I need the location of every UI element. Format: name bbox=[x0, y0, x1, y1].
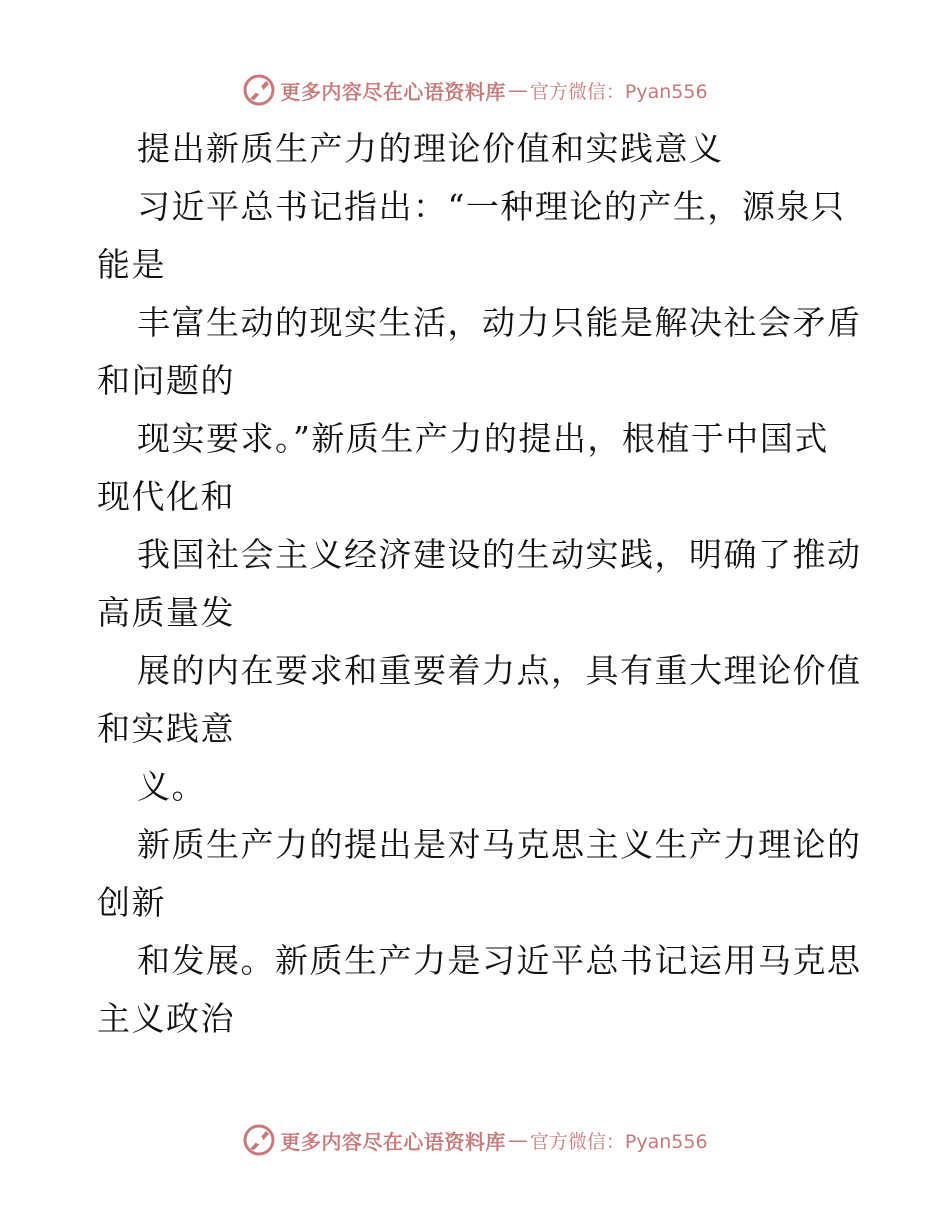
footer-brand-text: 更多内容尽在心语资料库 bbox=[280, 1129, 506, 1154]
body-line: 义。 bbox=[137, 767, 206, 806]
body-line: 丰富生动的现实生活，动力只能是解决社会矛盾 bbox=[137, 303, 862, 342]
header-contact-text: 官方微信：Pyan556 bbox=[529, 80, 708, 103]
body-line: 和实践意 bbox=[97, 709, 235, 748]
footer-watermark bbox=[0, 1120, 950, 1160]
body-line: 现实要求。”新质生产力的提出，根植于中国式 bbox=[137, 419, 829, 458]
body-line: 高质量发 bbox=[97, 593, 235, 632]
body-line: 新质生产力的提出是对马克思主义生产力理论的 bbox=[137, 825, 862, 864]
body-line: 展的内在要求和重要着力点，具有重大理论价值 bbox=[137, 651, 862, 690]
body-line: 主义政治 bbox=[97, 999, 235, 1038]
body-line: 现代化和 bbox=[97, 477, 235, 516]
body-line: 提出新质生产力的理论价值和实践意义 bbox=[137, 129, 724, 168]
document-body bbox=[97, 120, 862, 1048]
quill-logo-icon bbox=[242, 1123, 276, 1157]
quill-logo-icon bbox=[242, 73, 276, 107]
footer-separator: — bbox=[507, 1128, 528, 1152]
header-watermark bbox=[0, 70, 950, 110]
body-line: 能是 bbox=[97, 245, 166, 284]
footer-contact-text: 官方微信：Pyan556 bbox=[529, 1130, 708, 1153]
header-separator: — bbox=[507, 78, 528, 102]
body-line: 习近平总书记指出：“一种理论的产生，源泉只 bbox=[137, 187, 846, 226]
body-line: 创新 bbox=[97, 883, 166, 922]
body-line: 我国社会主义经济建设的生动实践，明确了推动 bbox=[137, 535, 862, 574]
header-brand-text: 更多内容尽在心语资料库 bbox=[280, 79, 506, 104]
body-line: 和发展。新质生产力是习近平总书记运用马克思 bbox=[137, 941, 862, 980]
body-line: 和问题的 bbox=[97, 361, 235, 400]
